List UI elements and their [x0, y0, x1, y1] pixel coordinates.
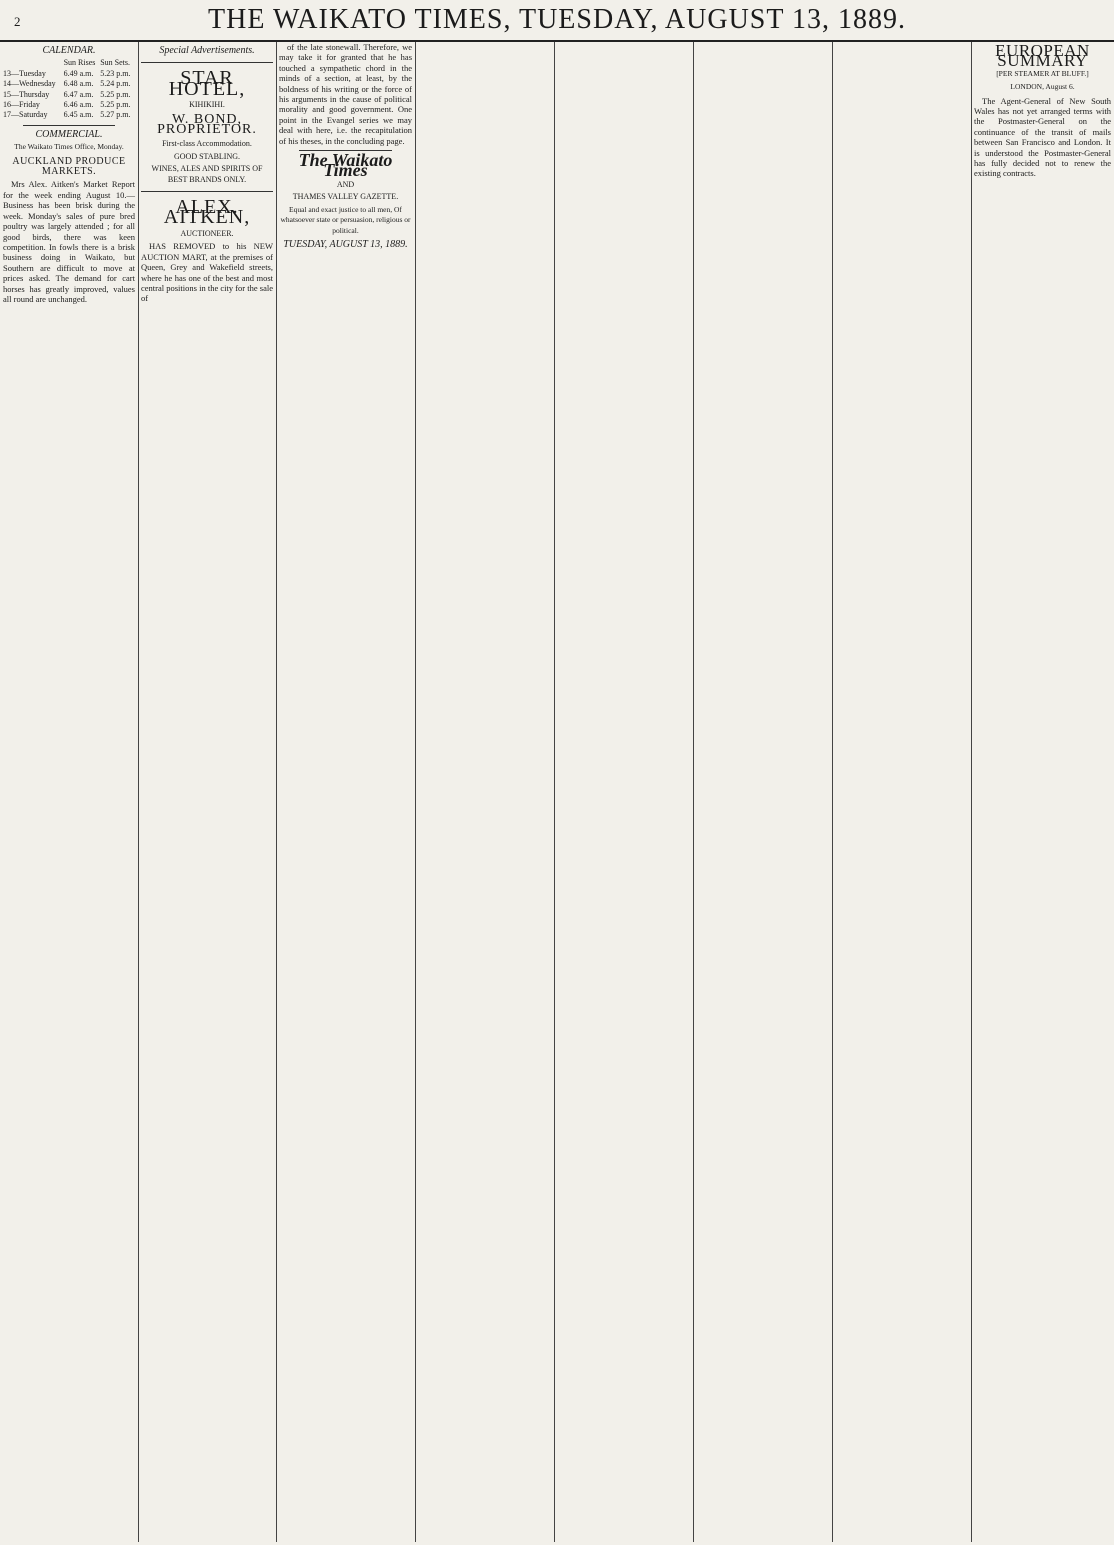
- commercial-heading: COMMERCIAL.: [35, 128, 103, 140]
- page-number: 2: [14, 14, 21, 29]
- editorial-text: of the late stonewall. Therefore, we may take it for granted that he has touched a sympathetic chord in the minds of a section, at least, by the boldness of his writing or the force of his arguments in the cause of political morality and good government. One point in the Evangel series we may deal with here, i.e. the recapitulation of his theses, in the concluding page.: [279, 42, 412, 146]
- calendar-header-row: Sun Rises Sun Sets.: [63, 58, 130, 68]
- waikato-times-date: TUESDAY, AUGUST 13, 1889.: [283, 238, 408, 250]
- european-summary-text: The Agent-General of New South Wales has not yet arranged terms with the Postmaster-General on the continuance of the transit of mails between San Francisco and London. It is understood the Postmaster-General has fully decided not to renew the existing contracts.: [974, 95, 1111, 179]
- aitken-text: HAS REMOVED to his NEW AUCTION MART, at the premises of Queen, Grey and Wakefield streets, where he has one of the best and most central positions in the city for the sale of: [141, 241, 273, 304]
- calendar-row: 17—Saturday 6.45 a.m. 5.27 p.m.: [3, 110, 131, 120]
- waikato-times-and: AND: [336, 179, 355, 189]
- star-hotel-wines: WINES, ALES AND SPIRITS OF BEST BRANDS ONLY.: [151, 164, 263, 184]
- column-rule: [554, 42, 555, 1542]
- masthead: [0, 0, 1114, 42]
- divider: [23, 125, 115, 126]
- star-hotel-ad: [141, 62, 273, 185]
- star-hotel-accommodation: First-class Accommodation.: [162, 139, 252, 149]
- commercial-subheading: The Waikato Times Office, Monday.: [14, 142, 124, 152]
- european-summary-heading: EUROPEAN SUMMARY: [995, 42, 1090, 71]
- calendar-row: 15—Thursday 6.47 a.m. 5.25 p.m.: [3, 89, 131, 99]
- star-hotel-place: KIHIKIHI.: [189, 100, 225, 110]
- star-hotel-title: STAR HOTEL,: [168, 67, 246, 100]
- column-rule: [832, 42, 833, 1542]
- auckland-markets-heading: AUCKLAND PRODUCE MARKETS.: [12, 155, 126, 178]
- column-3: [276, 42, 415, 1542]
- european-summary-sub: [PER STEAMER AT BLUFF.]: [996, 68, 1089, 78]
- waikato-times-gazette: THAMES VALLEY GAZETTE.: [292, 192, 399, 202]
- aitken-ad: [141, 191, 273, 304]
- calendar-heading: CALENDAR.: [42, 45, 96, 56]
- column-2: [138, 42, 276, 1542]
- column-rule: [693, 42, 694, 1542]
- column-1: [0, 42, 138, 1542]
- columns: [0, 42, 1114, 1542]
- star-hotel-proprietor: W. BOND, PROPRIETOR.: [157, 111, 257, 138]
- masthead-title: THE WAIKATO TIMES, TUESDAY, AUGUST 13, 1889.: [208, 4, 906, 35]
- calendar-row: 13—Tuesday 6.49 a.m. 5.23 p.m.: [3, 68, 131, 78]
- column-rule: [415, 42, 416, 1542]
- special-ads-heading: Special Advertisements.: [159, 45, 255, 56]
- aitken-role: AUCTIONEER.: [180, 228, 234, 238]
- waikato-times-title: The Waikato Times: [298, 150, 393, 181]
- aitken-name: ALEX. AITKEN,: [163, 196, 251, 229]
- calendar-table: [3, 58, 135, 120]
- star-hotel-stabling: GOOD STABLING.: [173, 151, 241, 161]
- waikato-times-motto: Equal and exact justice to all men, Of whatsoever state or persuasion, religious or political.: [280, 204, 411, 235]
- column-8: [971, 42, 1114, 1542]
- calendar-row: 16—Friday 6.46 a.m. 5.25 p.m.: [3, 100, 131, 110]
- european-summary-dateline: LONDON, August 6.: [1010, 82, 1075, 92]
- auckland-markets-text: Mrs Alex. Aitken's Market Report for the week ending August 10.—Business has been brisk during the week. Monday's sales of pure bred poultry was largely attended ; for all good birds, there was keen competition. In fowls there is a brisk business doing in Waikato, but Southern are difficult to move at prices asked. The demand for cart horses has greatly improved, values all round are unchanged.: [3, 179, 135, 304]
- calendar-row: 14—Wednesday 6.48 a.m. 5.24 p.m.: [3, 79, 131, 89]
